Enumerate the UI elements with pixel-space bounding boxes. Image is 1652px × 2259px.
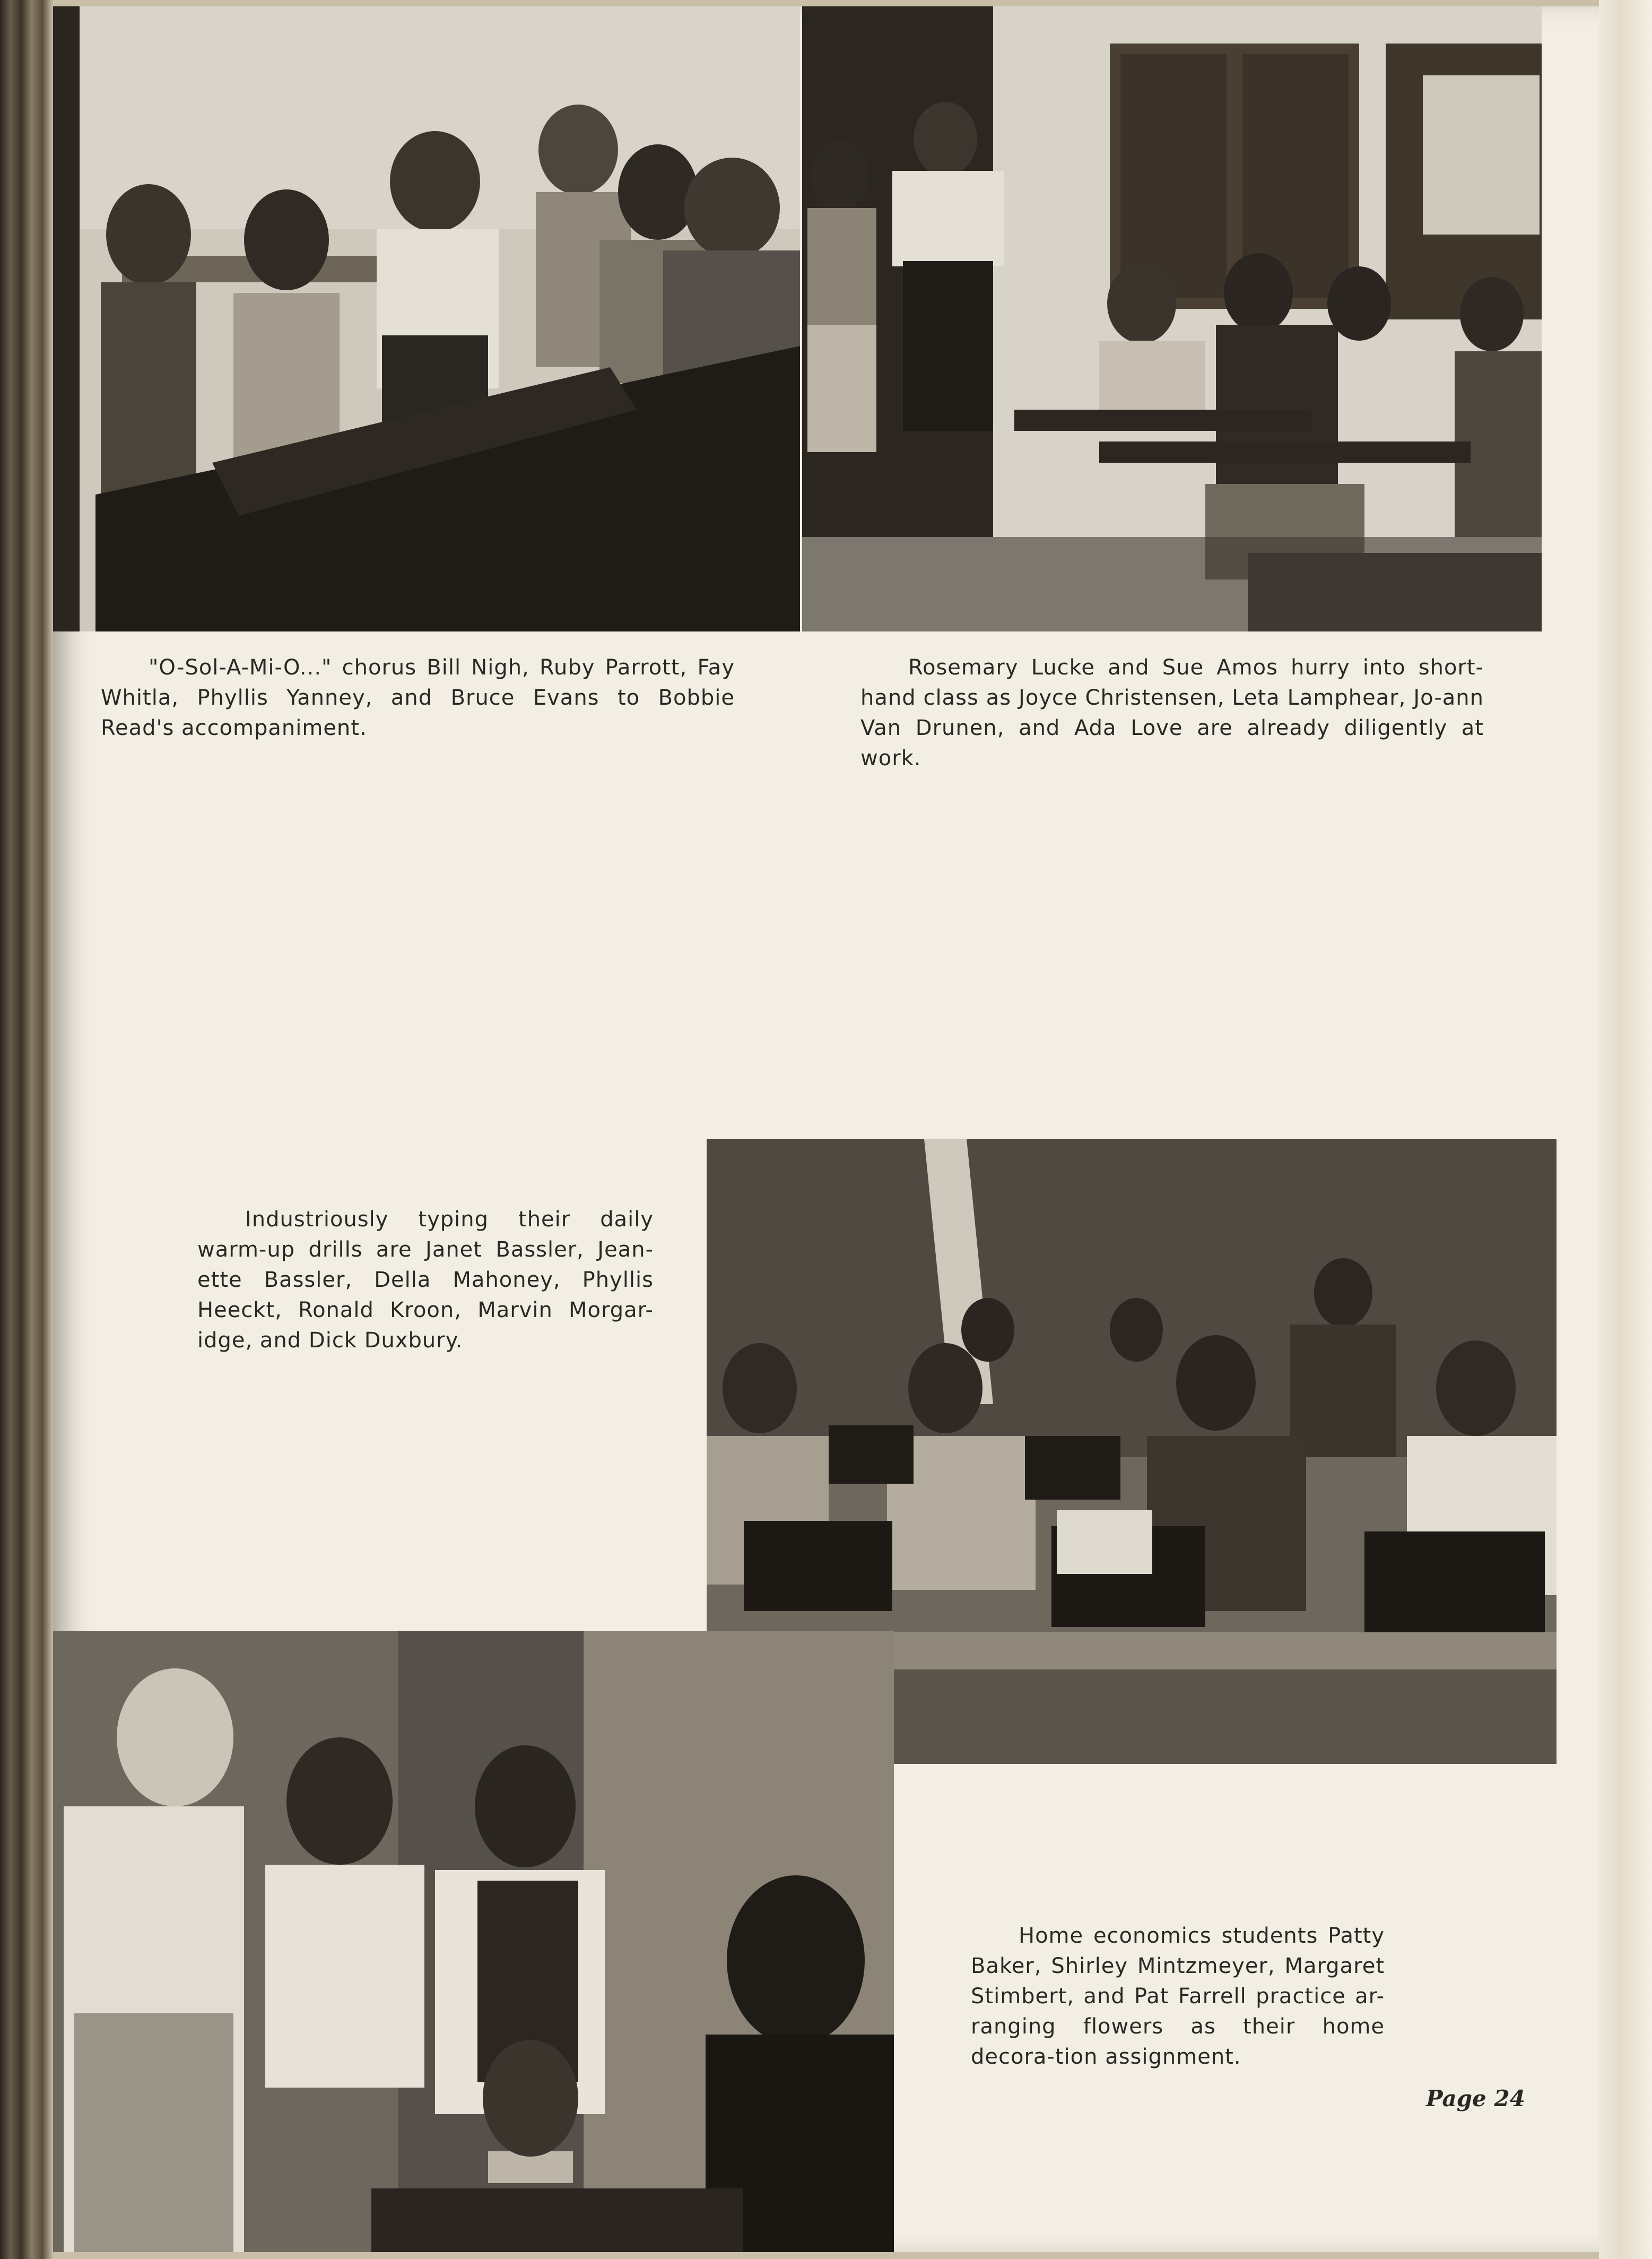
photo-shorthand-class — [802, 6, 1542, 631]
caption-flower-arranging: Home economics students Patty Baker, Shirley Mintzmeyer, Margaret Stimbert, and Pat Farrell practice ar-ranging flowers as their home decora-tion assignment. — [971, 1924, 1385, 2069]
caption-singers: "O-Sol-A-Mi-O..." chorus Bill Nigh, Ruby Parrott, Fay Whitla, Phyllis Yanney, and Bruce Evans to Bobbie Read's accompaniment. — [101, 655, 735, 740]
photo-flower-arranging — [53, 1631, 894, 2252]
caption-shorthand-class: Rosemary Lucke and Sue Amos hurry into short-hand class as Joyce Christensen, Leta Lamphear, Jo-ann Van Drunen, and Ada Love are already diligently at work. — [860, 655, 1484, 771]
page-edge — [1599, 0, 1652, 2259]
photo-singers-at-piano — [53, 6, 800, 631]
page-number: Page 24 — [1426, 2085, 1525, 2111]
caption-typing-class: Industriously typing their daily warm-up drills are Janet Bassler, Jean-ette Bassler, Della Mahoney, Phyllis Heeckt, Ronald Kroon, Marvin Morgar-idge, and Dick Duxbury. — [197, 1207, 654, 1353]
